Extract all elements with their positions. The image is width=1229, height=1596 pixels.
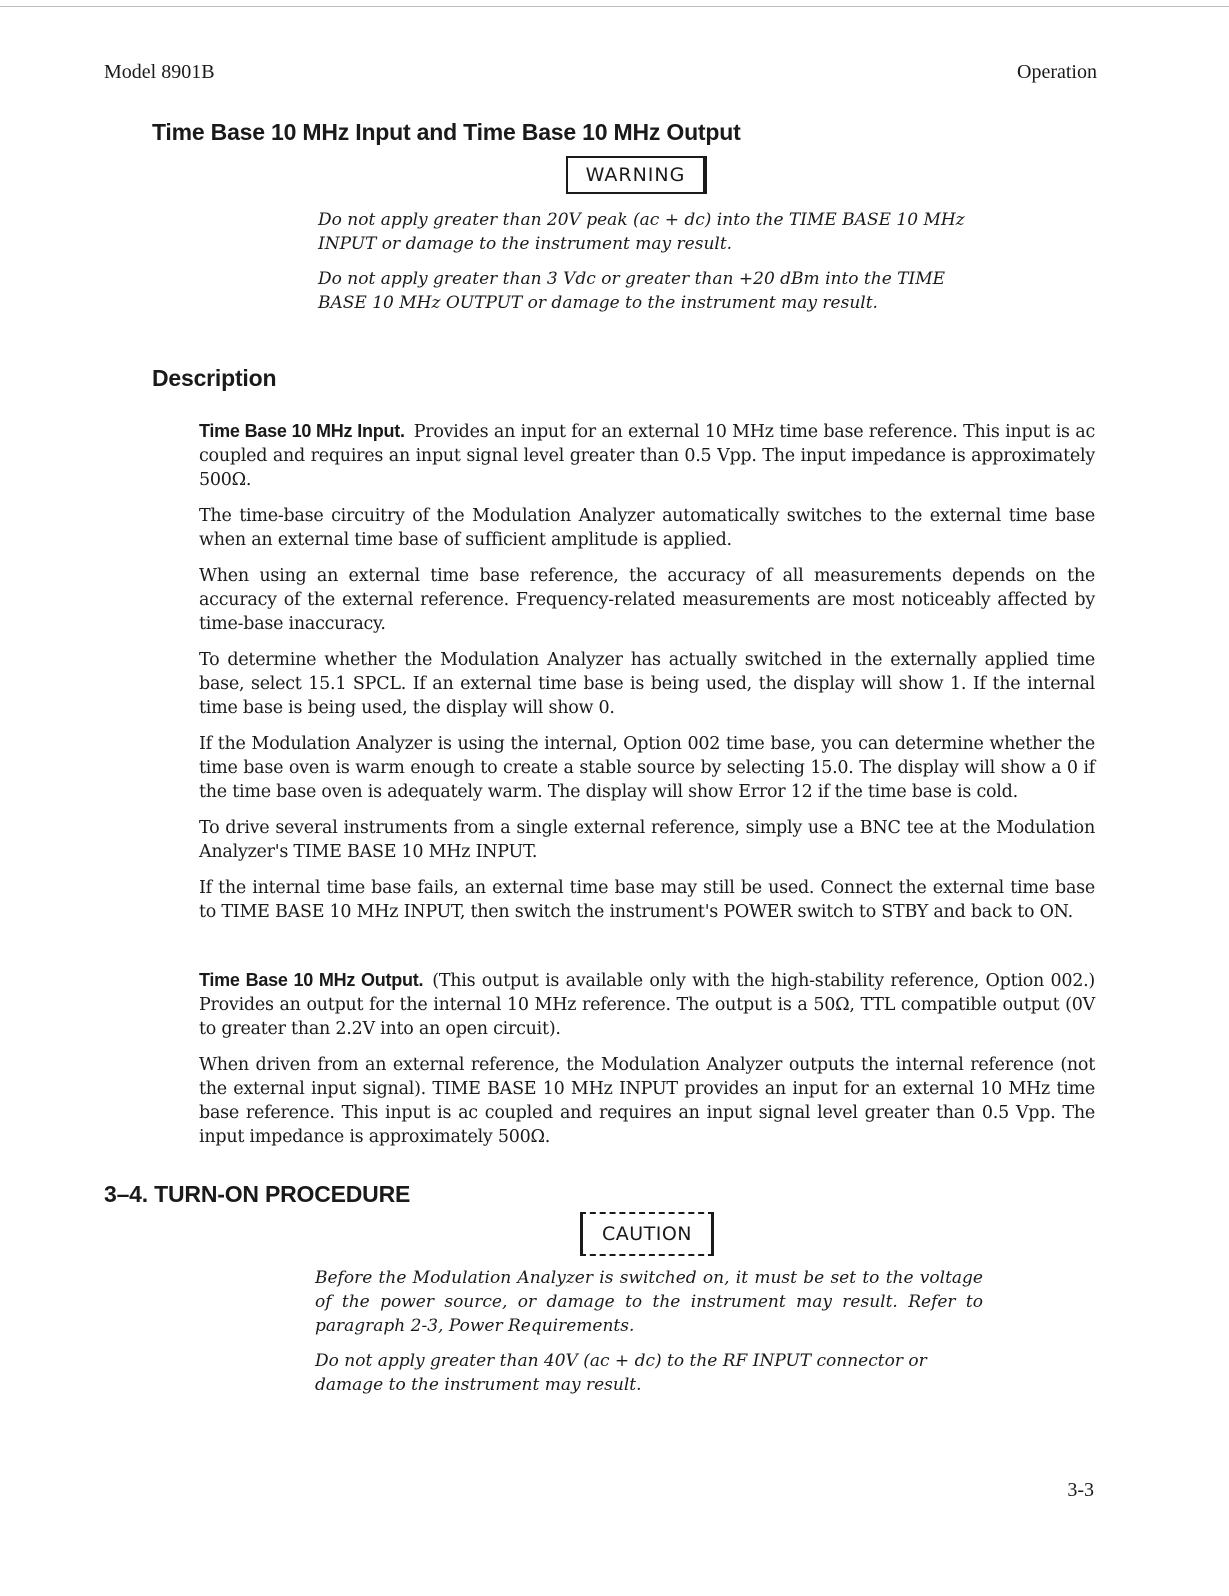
paragraph: The time-base circuitry of the Modulation Analyzer automatically switches to the external time base when an external time base of sufficient amplitude is applied. bbox=[199, 506, 1095, 550]
timebase-heading: Time Base 10 MHz Input and Time Base 10 MHz Output bbox=[152, 119, 741, 145]
paragraph bbox=[199, 419, 1095, 492]
input-description-block bbox=[199, 419, 1095, 936]
turn-on-heading: 3–4. TURN-ON PROCEDURE bbox=[104, 1181, 411, 1207]
description-heading: Description bbox=[152, 365, 277, 391]
output-run-in-heading: Time Base 10 MHz Output. bbox=[199, 970, 424, 990]
header-model: Model 8901B bbox=[104, 61, 215, 83]
output-description-block bbox=[199, 968, 1095, 1161]
page-number: 3-3 bbox=[1067, 1479, 1094, 1501]
paragraph-text: (This output is available only with the high-stability reference, Option 002.) Provides an output for the internal 10 MHz reference. The output is a 50Ω, TTL compatible output (0V to greater than 2.2V into an open circuit). bbox=[199, 971, 1095, 1039]
paragraph: If the Modulation Analyzer is using the internal, Option 002 time base, you can determine whether the time base oven is warm enough to create a stable source by selecting 15.0. The display will show a 0 if the time base oven is adequately warm. The display will show Error 12 if the time base is cold. bbox=[199, 734, 1095, 802]
warning-text-output: Do not apply greater than 3 Vdc or greater than +20 dBm into the TIME BASE 10 MHz OUTPUT or damage to the instrument may result. bbox=[318, 269, 946, 313]
paragraph: When using an external time base reference, the accuracy of all measurements depends on the accuracy of the external reference. Frequency-related measurements are most noticeably affected by time-base inaccuracy. bbox=[199, 566, 1095, 634]
paragraph: When driven from an external reference, the Modulation Analyzer outputs the internal reference (not the external input signal). TIME BASE 10 MHz INPUT provides an input for an external 10 MHz time base reference. This input is ac coupled and requires an input signal level greater than 0.5 Vpp. The input impedance is approximately 500Ω. bbox=[199, 1055, 1095, 1147]
warning-text-input: Do not apply greater than 20V peak (ac + dc) into the TIME BASE 10 MHz INPUT or damage to the instrument may result. bbox=[318, 210, 965, 254]
paragraph-text: Provides an input for an external 10 MHz time base reference. This input is ac coupled and requires an input signal level greater than 0.5 Vpp. The input impedance is approximately 500Ω. bbox=[199, 422, 1096, 490]
warning-box: WARNING bbox=[566, 156, 707, 194]
paragraph bbox=[199, 968, 1095, 1041]
paragraph: If the internal time base fails, an external time base may still be used. Connect the external time base to TIME BASE 10 MHz INPUT, then switch the instrument's POWER switch to STBY and back to ON. bbox=[199, 878, 1095, 922]
paragraph: To determine whether the Modulation Analyzer has actually switched in the externally applied time base, select 15.1 SPCL. If an external time base is being used, the display will show 1. If the internal time base is being used, the display will show 0. bbox=[199, 650, 1095, 718]
paragraph: To drive several instruments from a single external reference, simply use a BNC tee at the Modulation Analyzer's TIME BASE 10 MHz INPUT. bbox=[199, 818, 1095, 862]
caution-text-rf-input: Do not apply greater than 40V (ac + dc) to the RF INPUT connector or damage to the instrument may result. bbox=[315, 1351, 927, 1395]
caution-box: CAUTION bbox=[580, 1212, 714, 1256]
caution-text-voltage: Before the Modulation Analyzer is switched on, it must be set to the voltage of the power source, or damage to the instrument may result. Refer to paragraph 2-3, Power Requirements. bbox=[315, 1268, 983, 1336]
header-section: Operation bbox=[1017, 61, 1097, 83]
top-rule bbox=[0, 6, 1229, 7]
input-run-in-heading: Time Base 10 MHz Input. bbox=[199, 421, 405, 441]
